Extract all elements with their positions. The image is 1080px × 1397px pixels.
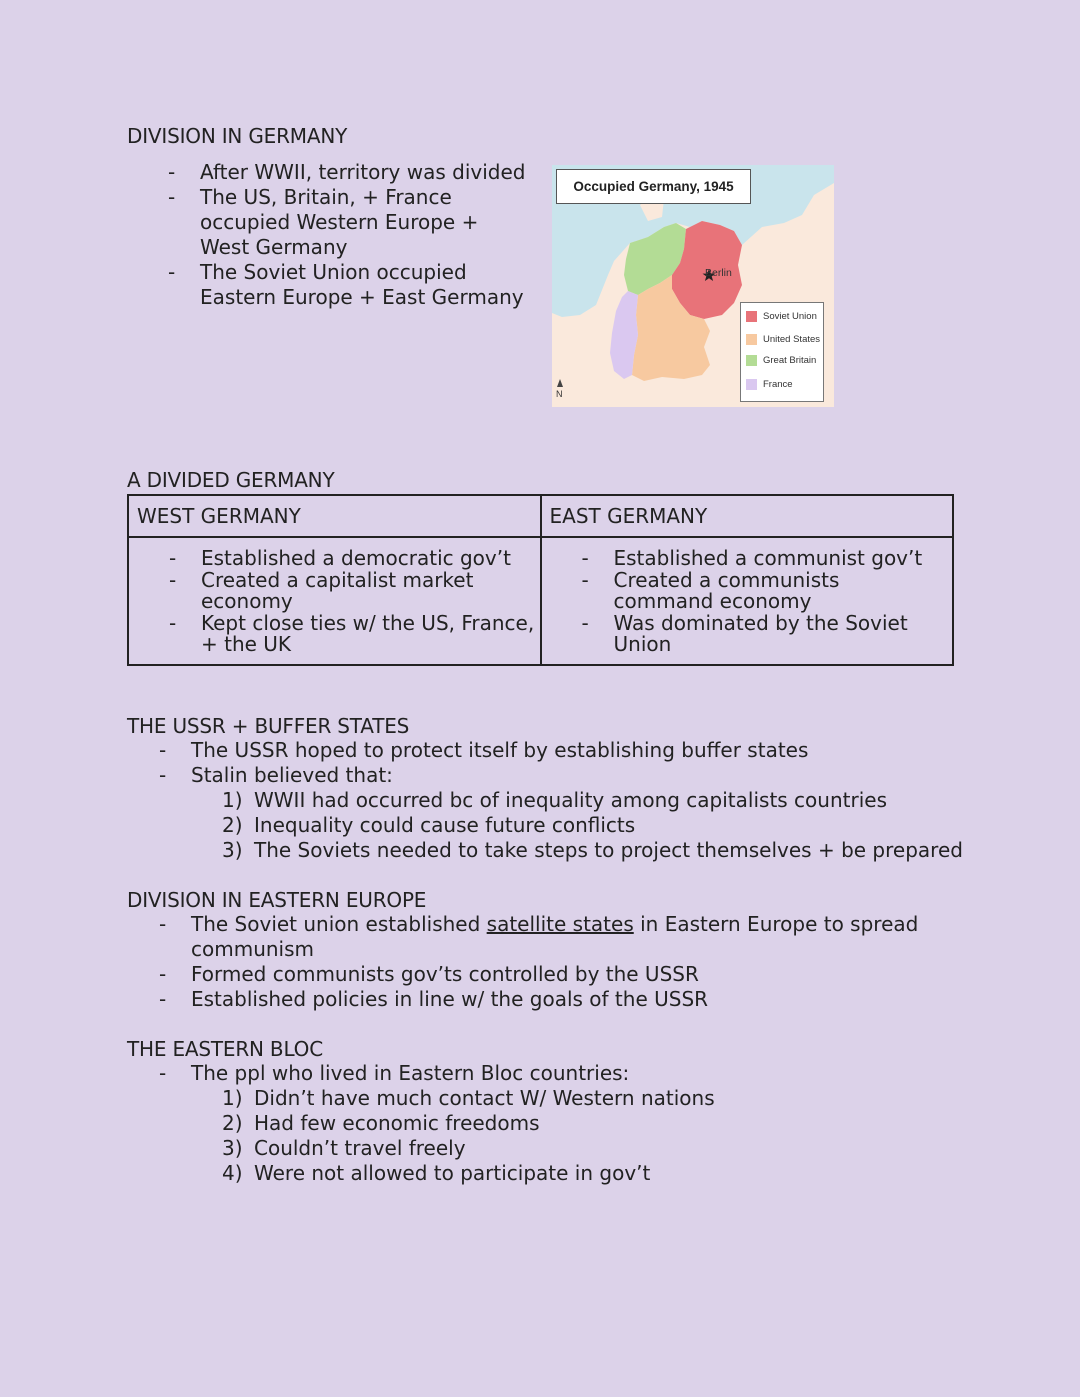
legend-swatch — [746, 379, 757, 390]
list-item: - Was dominated by the Soviet Union — [581, 610, 908, 656]
list-item: 1) WWII had occurred bc of inequality among capitalists countries — [222, 788, 887, 812]
list-item: - The USSR hoped to protect itself by establishing buffer states — [159, 738, 809, 762]
list-item: 2) Inequality could cause future conflicts — [222, 813, 636, 837]
map-legend — [740, 302, 824, 402]
list-item: 4) Were not allowed to participate in gov’t — [222, 1161, 651, 1185]
eastern-europe-list — [159, 912, 951, 1012]
list-item: - Stalin believed that: 1) WWII had occurred bc of inequality among capitalists countries 2) Inequality could cause future conflicts 3) The Soviets needed to take steps to project themselves + be prepared — [191, 763, 971, 863]
list-item: - The US, Britain, + France occupied Western Europe + West Germany — [168, 185, 479, 259]
legend-item-britain: Great Britain — [746, 355, 816, 367]
list-item: - Established a communist gov’t — [581, 546, 923, 570]
division-germany-list — [168, 160, 530, 310]
north-label: N — [556, 389, 563, 399]
list-item: - Created a communists command economy — [581, 567, 840, 613]
legend-item-soviet: Soviet Union — [746, 311, 817, 323]
stalin-beliefs-list — [222, 788, 971, 863]
list-item: - After WWII, territory was divided — [168, 160, 526, 184]
list-item: 3) Couldn’t travel freely — [222, 1136, 466, 1160]
list-item: - Established a democratic gov’t — [169, 546, 511, 570]
list-item: - The Soviet union established satellite states in Eastern Europe to spread communism — [159, 912, 919, 961]
list-item: 2) Had few economic freedoms — [222, 1111, 540, 1135]
heading-divided-germany: A DIVIDED GERMANY — [127, 468, 335, 492]
list-item: - Established policies in line w/ the goals of the USSR — [159, 987, 709, 1011]
satellite-states-term: satellite states — [486, 912, 634, 936]
list-item: - Kept close ties w/ the US, France, + the UK — [169, 610, 535, 656]
east-germany-header: EAST GERMANY — [541, 495, 954, 537]
divided-germany-table — [127, 494, 954, 666]
legend-swatch — [746, 311, 757, 322]
list-item: - Created a capitalist market economy — [169, 567, 474, 613]
legend-swatch — [746, 355, 757, 366]
list-item: 1) Didn’t have much contact W/ Western nations — [222, 1086, 715, 1110]
west-germany-cell — [128, 537, 541, 665]
heading-division-eastern-europe: DIVISION IN EASTERN EUROPE — [127, 888, 427, 912]
heading-eastern-bloc: THE EASTERN BLOC — [127, 1037, 323, 1061]
list-item: - Formed communists gov’ts controlled by the USSR — [159, 962, 699, 986]
list-item: - The Soviet Union occupied Eastern Europe + East Germany — [168, 260, 524, 309]
eastern-bloc-conditions-list — [222, 1086, 951, 1186]
map-title: Occupied Germany, 1945 — [556, 169, 751, 204]
berlin-label: Berlin — [705, 267, 732, 279]
list-item: - The ppl who lived in Eastern Bloc countries: 1) Didn’t have much contact W/ Western nations 2) Had few economic freedoms 3) Couldn’t travel freely 4) Were not allowed to participate in gov’t — [191, 1061, 951, 1186]
east-germany-cell — [541, 537, 954, 665]
list-item: 3) The Soviets needed to take steps to project themselves + be prepared — [222, 838, 963, 862]
eastern-bloc-list — [159, 1061, 951, 1186]
legend-swatch — [746, 334, 757, 345]
north-arrow-icon — [557, 379, 563, 387]
buffer-states-list — [159, 738, 971, 863]
occupied-germany-map — [552, 165, 834, 407]
heading-division-germany: DIVISION IN GERMANY — [127, 124, 348, 148]
west-germany-header: WEST GERMANY — [128, 495, 541, 537]
heading-ussr-buffer-states: THE USSR + BUFFER STATES — [127, 714, 410, 738]
legend-item-france: France — [746, 379, 793, 391]
legend-item-us: United States — [746, 334, 820, 346]
